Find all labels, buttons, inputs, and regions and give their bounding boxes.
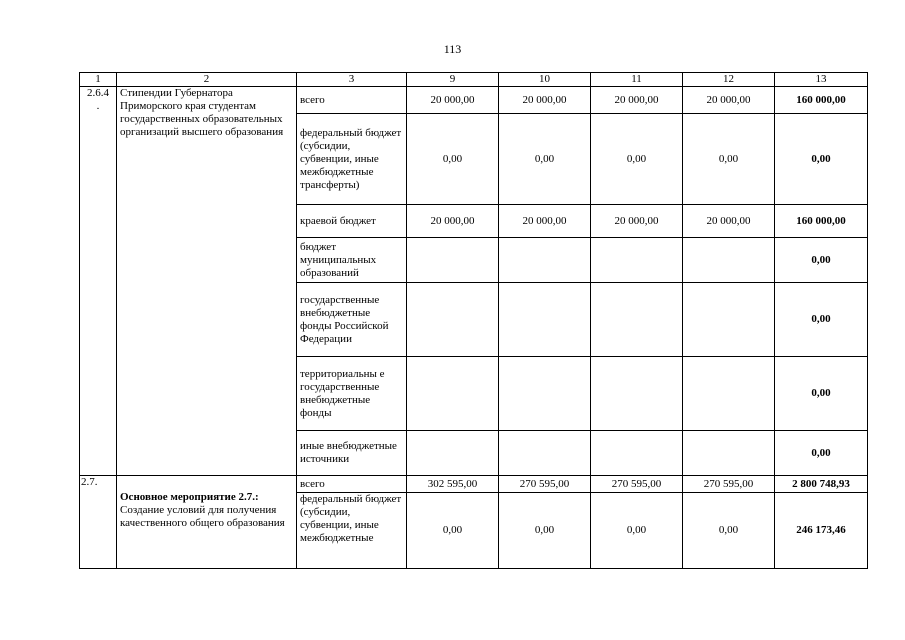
value-cell [591,357,683,431]
source-label: государственные внебюджетные фонды Российской Федерации [297,283,407,357]
value-cell: 270 595,00 [591,476,683,493]
table-row [80,87,868,114]
value-cell: 20 000,00 [591,87,683,114]
page-number: 113 [443,42,462,56]
value-cell [499,238,591,283]
source-label: краевой бюджет [297,205,407,238]
source-label: федеральный бюджет (субсидии, субвенции, иные межбюджетные [297,493,407,569]
source-label: федеральный бюджет (субсидии, субвенции, иные межбюджетные трансферты) [297,114,407,205]
total-cell: 0,00 [775,283,868,357]
source-label: иные внебюджетные источники [297,431,407,476]
value-cell [407,238,499,283]
value-cell [407,431,499,476]
value-cell: 20 000,00 [407,205,499,238]
value-cell [499,431,591,476]
value-cell [591,431,683,476]
total-cell: 0,00 [775,238,868,283]
value-cell: 0,00 [499,114,591,205]
value-cell: 270 595,00 [499,476,591,493]
header-col-1: 1 [80,73,117,87]
value-cell [591,283,683,357]
header-row [80,73,868,87]
value-cell [407,283,499,357]
item-name-title: Основное мероприятие 2.7.: [120,491,259,503]
item-name [117,476,297,569]
total-cell: 246 173,46 [775,493,868,569]
value-cell: 0,00 [499,493,591,569]
header-col-11: 11 [591,73,683,87]
value-cell [499,283,591,357]
header-col-12: 12 [683,73,775,87]
header-col-13: 13 [775,73,868,87]
value-cell [499,357,591,431]
value-cell: 20 000,00 [683,205,775,238]
value-cell: 20 000,00 [591,205,683,238]
value-cell [591,238,683,283]
value-cell: 0,00 [683,493,775,569]
header-col-9: 9 [407,73,499,87]
source-label: всего [297,476,407,493]
value-cell: 0,00 [407,493,499,569]
header-col-10: 10 [499,73,591,87]
value-cell [683,357,775,431]
value-cell [683,283,775,357]
header-col-2: 2 [117,73,297,87]
value-cell: 20 000,00 [407,87,499,114]
value-cell: 0,00 [407,114,499,205]
total-cell: 0,00 [775,357,868,431]
item-name: Стипендии Губернатора Приморского края студентам государственных образовательных организаций высшего образования [117,87,297,476]
total-cell: 160 000,00 [775,205,868,238]
value-cell: 0,00 [683,114,775,205]
total-cell: 2 800 748,93 [775,476,868,493]
source-label: бюджет муниципальных образований [297,238,407,283]
total-cell: 160 000,00 [775,87,868,114]
item-name-body: Создание условий для получения качественного общего образования [120,504,285,529]
table-row [80,476,868,493]
value-cell [683,238,775,283]
value-cell: 20 000,00 [683,87,775,114]
header-col-3: 3 [297,73,407,87]
value-cell [683,431,775,476]
item-code: 2.7. [80,476,117,569]
value-cell: 20 000,00 [499,205,591,238]
value-cell: 20 000,00 [499,87,591,114]
item-code: 2.6.4 . [80,87,117,476]
source-label: территориальны е государственные внебюджетные фонды [297,357,407,431]
value-cell: 302 595,00 [407,476,499,493]
value-cell [407,357,499,431]
value-cell: 0,00 [591,114,683,205]
value-cell: 0,00 [591,493,683,569]
value-cell: 270 595,00 [683,476,775,493]
total-cell: 0,00 [775,114,868,205]
source-label: всего [297,87,407,114]
budget-table [79,72,868,569]
total-cell: 0,00 [775,431,868,476]
